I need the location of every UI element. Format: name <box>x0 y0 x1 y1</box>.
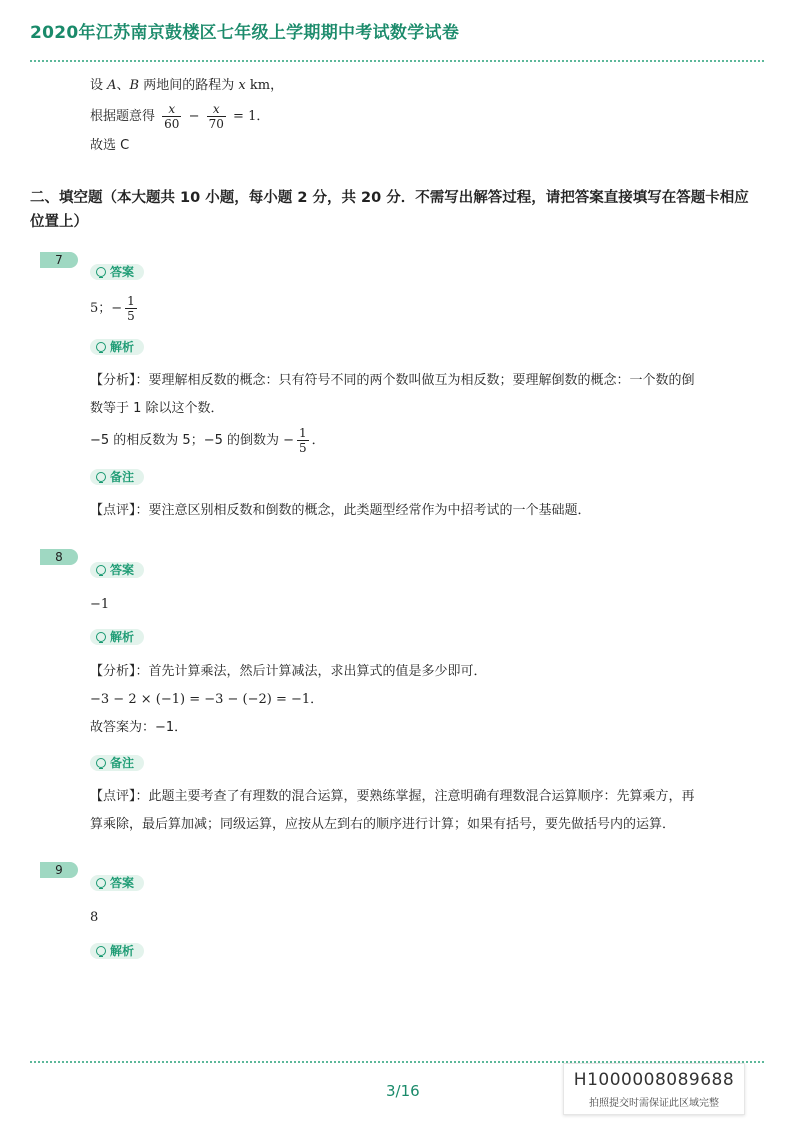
prev-line-3: 故选 C <box>90 138 130 153</box>
question-number-8: 8 <box>40 549 78 565</box>
analysis-tag: 解析 <box>90 943 144 959</box>
answer-tag: 答案 <box>90 562 144 578</box>
document-code-hint: 拍照提交时需保证此区域完整 <box>589 1098 719 1109</box>
page-number: 3/16 <box>386 1082 420 1100</box>
q8-analysis-line-1: 【分析】：首先计算乘法，然后计算减法，求出算式的值是多少即可． <box>90 664 487 679</box>
fraction-x-60: $\frac{x}{60}$ <box>164 102 180 131</box>
q8-note-line-2: 算乘除，最后算加减；同级运算，应按从左到右的顺序进行计算；如果有括号，要先做括号内的运算． <box>90 817 676 832</box>
q7-note: 【点评】：要注意区别相反数和倒数的概念，此类题型经常作为中招考试的一个基础题． <box>90 503 591 518</box>
page-title: 2020年江苏南京鼓楼区七年级上学期期中考试数学试卷 <box>30 23 460 43</box>
q7-answer: 5；− $\frac{1}{5}$ <box>90 294 135 323</box>
answer-tag: 答案 <box>90 875 144 891</box>
lightbulb-icon <box>96 342 106 352</box>
note-tag: 备注 <box>90 755 144 771</box>
document-code-box <box>563 1063 745 1115</box>
q7-analysis-line-3: −5 的相反数为 5；−5 的倒数为 − $\frac{1}{5}$ ． <box>90 426 325 455</box>
note-tag: 备注 <box>90 469 144 485</box>
lightbulb-icon <box>96 946 106 956</box>
q8-analysis-line-2: −3 − 2 × (−1) = −3 − (−2) = −1． <box>90 692 324 707</box>
lightbulb-icon <box>96 878 106 888</box>
q9-answer: 8 <box>90 910 99 925</box>
analysis-tag: 解析 <box>90 629 144 645</box>
question-number-9: 9 <box>40 862 78 878</box>
fraction-x-70: $\frac{x}{70}$ <box>208 102 224 131</box>
answer-tag: 答案 <box>90 264 144 280</box>
prev-line-2: 根据题意得 $\frac{x}{60}$ − $\frac{x}{70}$ = 1． <box>90 102 270 131</box>
q8-note-line-1: 【点评】：此题主要考查了有理数的混合运算，要熟练掌握，注意明确有理数混合运算顺序：先算乘方，再 <box>90 789 695 804</box>
analysis-tag: 解析 <box>90 339 144 355</box>
q8-analysis-line-3: 故答案为：−1． <box>90 720 188 735</box>
q8-answer: −1 <box>90 597 110 612</box>
header-divider <box>30 60 764 62</box>
document-code: H1000008089688 <box>573 1070 735 1090</box>
lightbulb-icon <box>96 632 106 642</box>
prev-line-1: 设 A、B 两地间的路程为 x km， <box>90 78 284 93</box>
section-title: 二、填空题（本大题共 10 小题，每小题 2 分，共 20 分．不需写出解答过程，请把答案直接填写在答题卡相应位置上） <box>30 190 749 230</box>
question-number-7: 7 <box>40 252 78 268</box>
lightbulb-icon <box>96 472 106 482</box>
q7-analysis-line-1: 【分析】：要理解相反数的概念：只有符号不同的两个数叫做互为相反数；要理解倒数的概念：一个数的倒 <box>90 373 695 388</box>
lightbulb-icon <box>96 565 106 575</box>
lightbulb-icon <box>96 267 106 277</box>
lightbulb-icon <box>96 758 106 768</box>
q7-analysis-line-2: 数等于 1 除以这个数． <box>90 401 224 416</box>
